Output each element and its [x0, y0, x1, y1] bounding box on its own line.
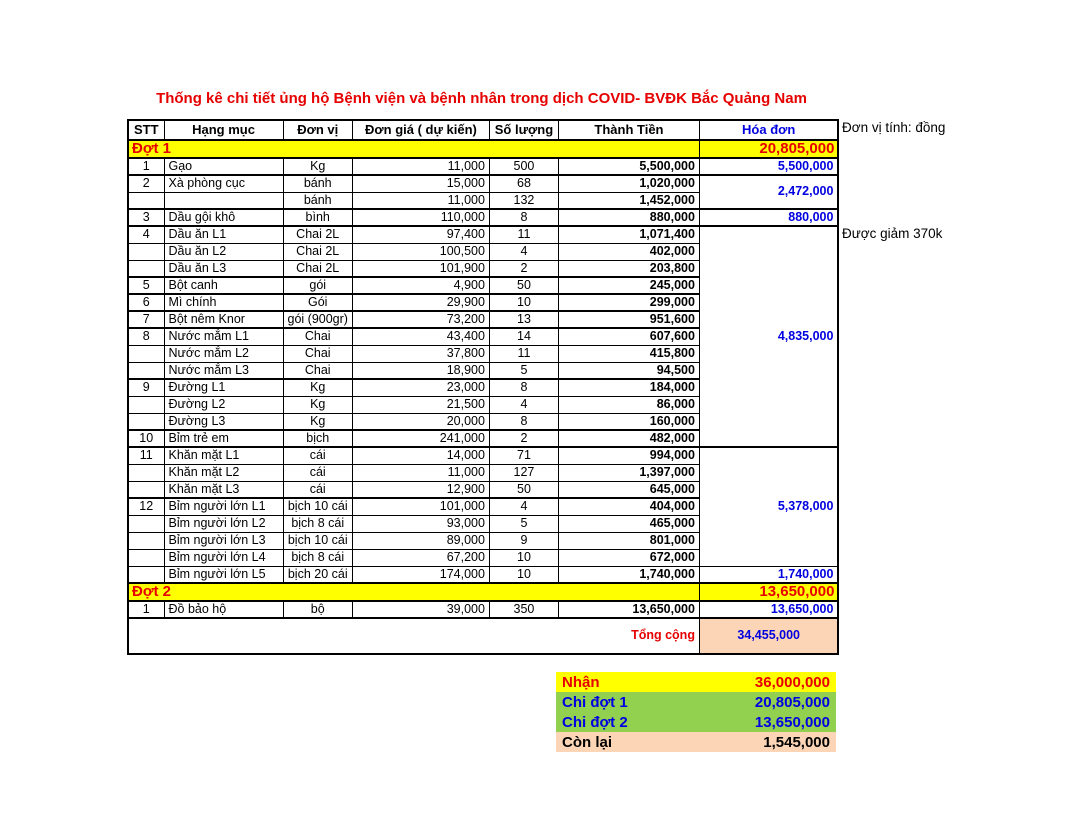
- cell-unit[interactable]: Chai: [283, 362, 352, 379]
- cell-unit[interactable]: Chai: [283, 328, 352, 345]
- cell-stt[interactable]: [128, 481, 164, 498]
- table-row: [128, 447, 838, 464]
- summary-row: [556, 692, 836, 712]
- cell-amount[interactable]: 1,740,000: [558, 566, 699, 583]
- section-row: [128, 140, 838, 158]
- cell-price[interactable]: 4,900: [352, 277, 489, 294]
- cell-unit[interactable]: Gói: [283, 294, 352, 311]
- cell-unit[interactable]: bịch 10 cái: [283, 498, 352, 515]
- cell-stt[interactable]: 10: [128, 430, 164, 447]
- cell-amount[interactable]: 880,000: [558, 209, 699, 226]
- cell-amount[interactable]: 415,800: [558, 345, 699, 362]
- cell-price[interactable]: 241,000: [352, 430, 489, 447]
- cell-item[interactable]: Đường L1: [164, 379, 283, 396]
- cell-unit[interactable]: gói: [283, 277, 352, 294]
- col-header-stt[interactable]: STT: [128, 120, 164, 140]
- cell-amount[interactable]: 94,500: [558, 362, 699, 379]
- cell-invoice[interactable]: 13,650,000: [699, 601, 838, 618]
- table-row: [128, 175, 838, 192]
- cell-stt[interactable]: [128, 192, 164, 209]
- summary-row: [556, 672, 836, 692]
- cell-stt[interactable]: [128, 532, 164, 549]
- summary-row: [556, 712, 836, 732]
- cell-qty[interactable]: 14: [489, 328, 558, 345]
- cell-stt[interactable]: [128, 566, 164, 583]
- cell-unit[interactable]: gói (900gr): [283, 311, 352, 328]
- cell-unit[interactable]: Kg: [283, 396, 352, 413]
- cell-amount[interactable]: 299,000: [558, 294, 699, 311]
- cell-item[interactable]: Đường L3: [164, 413, 283, 430]
- cell-stt[interactable]: 3: [128, 209, 164, 226]
- cell-item[interactable]: Bỉm người lớn L5: [164, 566, 283, 583]
- cell-unit[interactable]: cái: [283, 464, 352, 481]
- cell-price[interactable]: 73,200: [352, 311, 489, 328]
- page-title: Thống kê chi tiết ủng hộ Bệnh viện và bệnh nhân trong dịch COVID- BVĐK Bắc Quảng Nam: [156, 90, 807, 107]
- cell-item[interactable]: [164, 192, 283, 209]
- cell-amount[interactable]: 160,000: [558, 413, 699, 430]
- cell-amount[interactable]: 13,650,000: [558, 601, 699, 618]
- cell-unit[interactable]: bánh: [283, 192, 352, 209]
- cell-price[interactable]: 101,900: [352, 260, 489, 277]
- cell-item[interactable]: Đường L2: [164, 396, 283, 413]
- cell-price[interactable]: 15,000: [352, 175, 489, 192]
- cell-amount[interactable]: 203,800: [558, 260, 699, 277]
- cell-price[interactable]: 100,500: [352, 243, 489, 260]
- cell-price[interactable]: 174,000: [352, 566, 489, 583]
- cell-item[interactable]: Dầu ăn L3: [164, 260, 283, 277]
- cell-price[interactable]: 43,400: [352, 328, 489, 345]
- cell-qty[interactable]: 71: [489, 447, 558, 464]
- cell-amount[interactable]: 465,000: [558, 515, 699, 532]
- cell-qty[interactable]: 8: [489, 209, 558, 226]
- cell-qty[interactable]: 11: [489, 345, 558, 362]
- cell-amount[interactable]: 1,020,000: [558, 175, 699, 192]
- cell-price[interactable]: 12,900: [352, 481, 489, 498]
- cell-amount[interactable]: 5,500,000: [558, 158, 699, 175]
- cell-item[interactable]: Bỉm người lớn L3: [164, 532, 283, 549]
- summary-label[interactable]: Còn lại: [556, 732, 714, 752]
- cell-amount[interactable]: 1,452,000: [558, 192, 699, 209]
- cell-price[interactable]: 29,900: [352, 294, 489, 311]
- cell-qty[interactable]: 8: [489, 379, 558, 396]
- cell-stt[interactable]: 4: [128, 226, 164, 243]
- cell-qty[interactable]: 132: [489, 192, 558, 209]
- cell-amount[interactable]: 404,000: [558, 498, 699, 515]
- cell-amount[interactable]: 1,397,000: [558, 464, 699, 481]
- cell-item[interactable]: Đồ bảo hộ: [164, 601, 283, 618]
- summary-value[interactable]: 36,000,000: [714, 672, 836, 692]
- cell-price[interactable]: 89,000: [352, 532, 489, 549]
- cell-qty[interactable]: 13: [489, 311, 558, 328]
- summary-label[interactable]: Chi đợt 1: [556, 692, 714, 712]
- cell-qty[interactable]: 10: [489, 294, 558, 311]
- cell-amount[interactable]: 801,000: [558, 532, 699, 549]
- cell-amount[interactable]: 994,000: [558, 447, 699, 464]
- summary-value[interactable]: 1,545,000: [714, 732, 836, 752]
- cell-qty[interactable]: 10: [489, 566, 558, 583]
- cell-amount[interactable]: 951,600: [558, 311, 699, 328]
- cell-amount[interactable]: 245,000: [558, 277, 699, 294]
- cell-unit[interactable]: bình: [283, 209, 352, 226]
- cell-qty[interactable]: 350: [489, 601, 558, 618]
- cell-unit[interactable]: Kg: [283, 379, 352, 396]
- table-row: [128, 158, 838, 175]
- cell-price[interactable]: 101,000: [352, 498, 489, 515]
- cell-stt[interactable]: 7: [128, 311, 164, 328]
- cell-stt[interactable]: [128, 413, 164, 430]
- summary-label[interactable]: Nhận: [556, 672, 714, 692]
- cell-qty[interactable]: 50: [489, 277, 558, 294]
- summary-label[interactable]: Chi đợt 2: [556, 712, 714, 732]
- donation-table: [127, 119, 839, 655]
- cell-stt[interactable]: [128, 515, 164, 532]
- cell-stt[interactable]: 5: [128, 277, 164, 294]
- cell-qty[interactable]: 8: [489, 413, 558, 430]
- cell-unit[interactable]: cái: [283, 447, 352, 464]
- cell-item[interactable]: Xà phòng cục: [164, 175, 283, 192]
- cell-unit[interactable]: cái: [283, 481, 352, 498]
- cell-stt[interactable]: [128, 549, 164, 566]
- cell-qty[interactable]: 4: [489, 498, 558, 515]
- cell-stt[interactable]: 6: [128, 294, 164, 311]
- cell-qty[interactable]: 9: [489, 532, 558, 549]
- cell-amount[interactable]: 672,000: [558, 549, 699, 566]
- cell-stt[interactable]: 1: [128, 601, 164, 618]
- cell-stt[interactable]: [128, 464, 164, 481]
- cell-stt[interactable]: [128, 243, 164, 260]
- cell-unit[interactable]: Kg: [283, 413, 352, 430]
- col-header-price[interactable]: Đơn giá ( dự kiến): [352, 120, 489, 140]
- col-header-item[interactable]: Hạng mục: [164, 120, 283, 140]
- header-row: [128, 120, 838, 140]
- cell-price[interactable]: 21,500: [352, 396, 489, 413]
- cell-item[interactable]: Khăn mặt L3: [164, 481, 283, 498]
- cell-item[interactable]: Dầu ăn L1: [164, 226, 283, 243]
- cell-qty[interactable]: 4: [489, 243, 558, 260]
- cell-item[interactable]: Khăn mặt L1: [164, 447, 283, 464]
- cell-stt[interactable]: [128, 345, 164, 362]
- cell-item[interactable]: Dầu ăn L2: [164, 243, 283, 260]
- col-header-invoice[interactable]: Hóa đơn: [699, 120, 838, 140]
- cell-qty[interactable]: 500: [489, 158, 558, 175]
- cell-amount[interactable]: 184,000: [558, 379, 699, 396]
- cell-item[interactable]: Bột canh: [164, 277, 283, 294]
- grand-total-row: [128, 618, 838, 654]
- cell-price[interactable]: 97,400: [352, 226, 489, 243]
- section-label[interactable]: Đợt 2: [128, 583, 699, 601]
- cell-invoice[interactable]: 1,740,000: [699, 566, 838, 583]
- cell-qty[interactable]: 10: [489, 549, 558, 566]
- cell-item[interactable]: Bỉm người lớn L2: [164, 515, 283, 532]
- table-row: [128, 566, 838, 583]
- cell-qty[interactable]: 5: [489, 515, 558, 532]
- summary-value[interactable]: 13,650,000: [714, 712, 836, 732]
- cell-invoice[interactable]: 5,500,000: [699, 158, 838, 175]
- cell-price[interactable]: 11,000: [352, 158, 489, 175]
- summary-row: [556, 732, 836, 752]
- cell-price[interactable]: 11,000: [352, 192, 489, 209]
- cell-unit[interactable]: Kg: [283, 158, 352, 175]
- cell-stt[interactable]: 2: [128, 175, 164, 192]
- cell-item[interactable]: Dầu gội khô: [164, 209, 283, 226]
- cell-stt[interactable]: [128, 362, 164, 379]
- cell-price[interactable]: 39,000: [352, 601, 489, 618]
- cell-unit[interactable]: bịch 8 cái: [283, 549, 352, 566]
- cell-item[interactable]: Nước mắm L3: [164, 362, 283, 379]
- cell-price[interactable]: 23,000: [352, 379, 489, 396]
- cell-stt[interactable]: 11: [128, 447, 164, 464]
- cell-invoice[interactable]: 5,378,000: [699, 447, 838, 566]
- section-total[interactable]: 20,805,000: [699, 140, 838, 158]
- summary-value[interactable]: 20,805,000: [714, 692, 836, 712]
- cell-unit[interactable]: Chai 2L: [283, 260, 352, 277]
- table-row: [128, 601, 838, 618]
- discount-note: Được giảm 370k: [842, 226, 943, 241]
- cell-price[interactable]: 20,000: [352, 413, 489, 430]
- summary-table: [556, 672, 836, 752]
- cell-stt[interactable]: 12: [128, 498, 164, 515]
- grand-total-value[interactable]: 34,455,000: [699, 618, 838, 654]
- col-header-amount[interactable]: Thành Tiền: [558, 120, 699, 140]
- cell-price[interactable]: 67,200: [352, 549, 489, 566]
- cell-unit[interactable]: bịch 10 cái: [283, 532, 352, 549]
- cell-invoice[interactable]: 4,835,000: [699, 226, 838, 447]
- cell-unit[interactable]: bộ: [283, 601, 352, 618]
- table-row: [128, 226, 838, 243]
- cell-qty[interactable]: 4: [489, 396, 558, 413]
- cell-unit[interactable]: Chai 2L: [283, 226, 352, 243]
- cell-unit[interactable]: bịch 20 cái: [283, 566, 352, 583]
- cell-qty[interactable]: 68: [489, 175, 558, 192]
- cell-item[interactable]: Bỉm người lớn L4: [164, 549, 283, 566]
- cell-price[interactable]: 37,800: [352, 345, 489, 362]
- table-row: [128, 209, 838, 226]
- col-header-unit[interactable]: Đơn vị: [283, 120, 352, 140]
- grand-total-label: Tổng cộng: [128, 618, 699, 654]
- cell-unit[interactable]: bịch: [283, 430, 352, 447]
- cell-stt[interactable]: [128, 260, 164, 277]
- cell-stt[interactable]: 9: [128, 379, 164, 396]
- cell-invoice[interactable]: 880,000: [699, 209, 838, 226]
- cell-price[interactable]: 93,000: [352, 515, 489, 532]
- cell-item[interactable]: Gạo: [164, 158, 283, 175]
- cell-item[interactable]: Nước mắm L2: [164, 345, 283, 362]
- cell-qty[interactable]: 2: [489, 430, 558, 447]
- unit-note: Đơn vị tính: đồng: [842, 120, 946, 135]
- cell-amount[interactable]: 482,000: [558, 430, 699, 447]
- cell-qty[interactable]: 11: [489, 226, 558, 243]
- cell-stt[interactable]: 1: [128, 158, 164, 175]
- cell-item[interactable]: Khăn mặt L2: [164, 464, 283, 481]
- section-label[interactable]: Đợt 1: [128, 140, 699, 158]
- cell-qty[interactable]: 50: [489, 481, 558, 498]
- cell-invoice[interactable]: 2,472,000: [699, 175, 838, 209]
- cell-item[interactable]: Bỉm trẻ em: [164, 430, 283, 447]
- col-header-qty[interactable]: Số lượng: [489, 120, 558, 140]
- cell-price[interactable]: 110,000: [352, 209, 489, 226]
- cell-amount[interactable]: 402,000: [558, 243, 699, 260]
- cell-qty[interactable]: 5: [489, 362, 558, 379]
- cell-price[interactable]: 11,000: [352, 464, 489, 481]
- cell-item[interactable]: Bỉm người lớn L1: [164, 498, 283, 515]
- cell-qty[interactable]: 127: [489, 464, 558, 481]
- cell-amount[interactable]: 1,071,400: [558, 226, 699, 243]
- cell-price[interactable]: 18,900: [352, 362, 489, 379]
- cell-item[interactable]: Bột nêm Knor: [164, 311, 283, 328]
- section-row: [128, 583, 838, 601]
- cell-item[interactable]: Nước mắm L1: [164, 328, 283, 345]
- cell-unit[interactable]: Chai: [283, 345, 352, 362]
- cell-amount[interactable]: 645,000: [558, 481, 699, 498]
- cell-item[interactable]: Mì chính: [164, 294, 283, 311]
- cell-amount[interactable]: 607,600: [558, 328, 699, 345]
- cell-unit[interactable]: bịch 8 cái: [283, 515, 352, 532]
- cell-amount[interactable]: 86,000: [558, 396, 699, 413]
- cell-qty[interactable]: 2: [489, 260, 558, 277]
- cell-stt[interactable]: [128, 396, 164, 413]
- cell-unit[interactable]: bánh: [283, 175, 352, 192]
- section-total[interactable]: 13,650,000: [699, 583, 838, 601]
- cell-unit[interactable]: Chai 2L: [283, 243, 352, 260]
- cell-stt[interactable]: 8: [128, 328, 164, 345]
- cell-price[interactable]: 14,000: [352, 447, 489, 464]
